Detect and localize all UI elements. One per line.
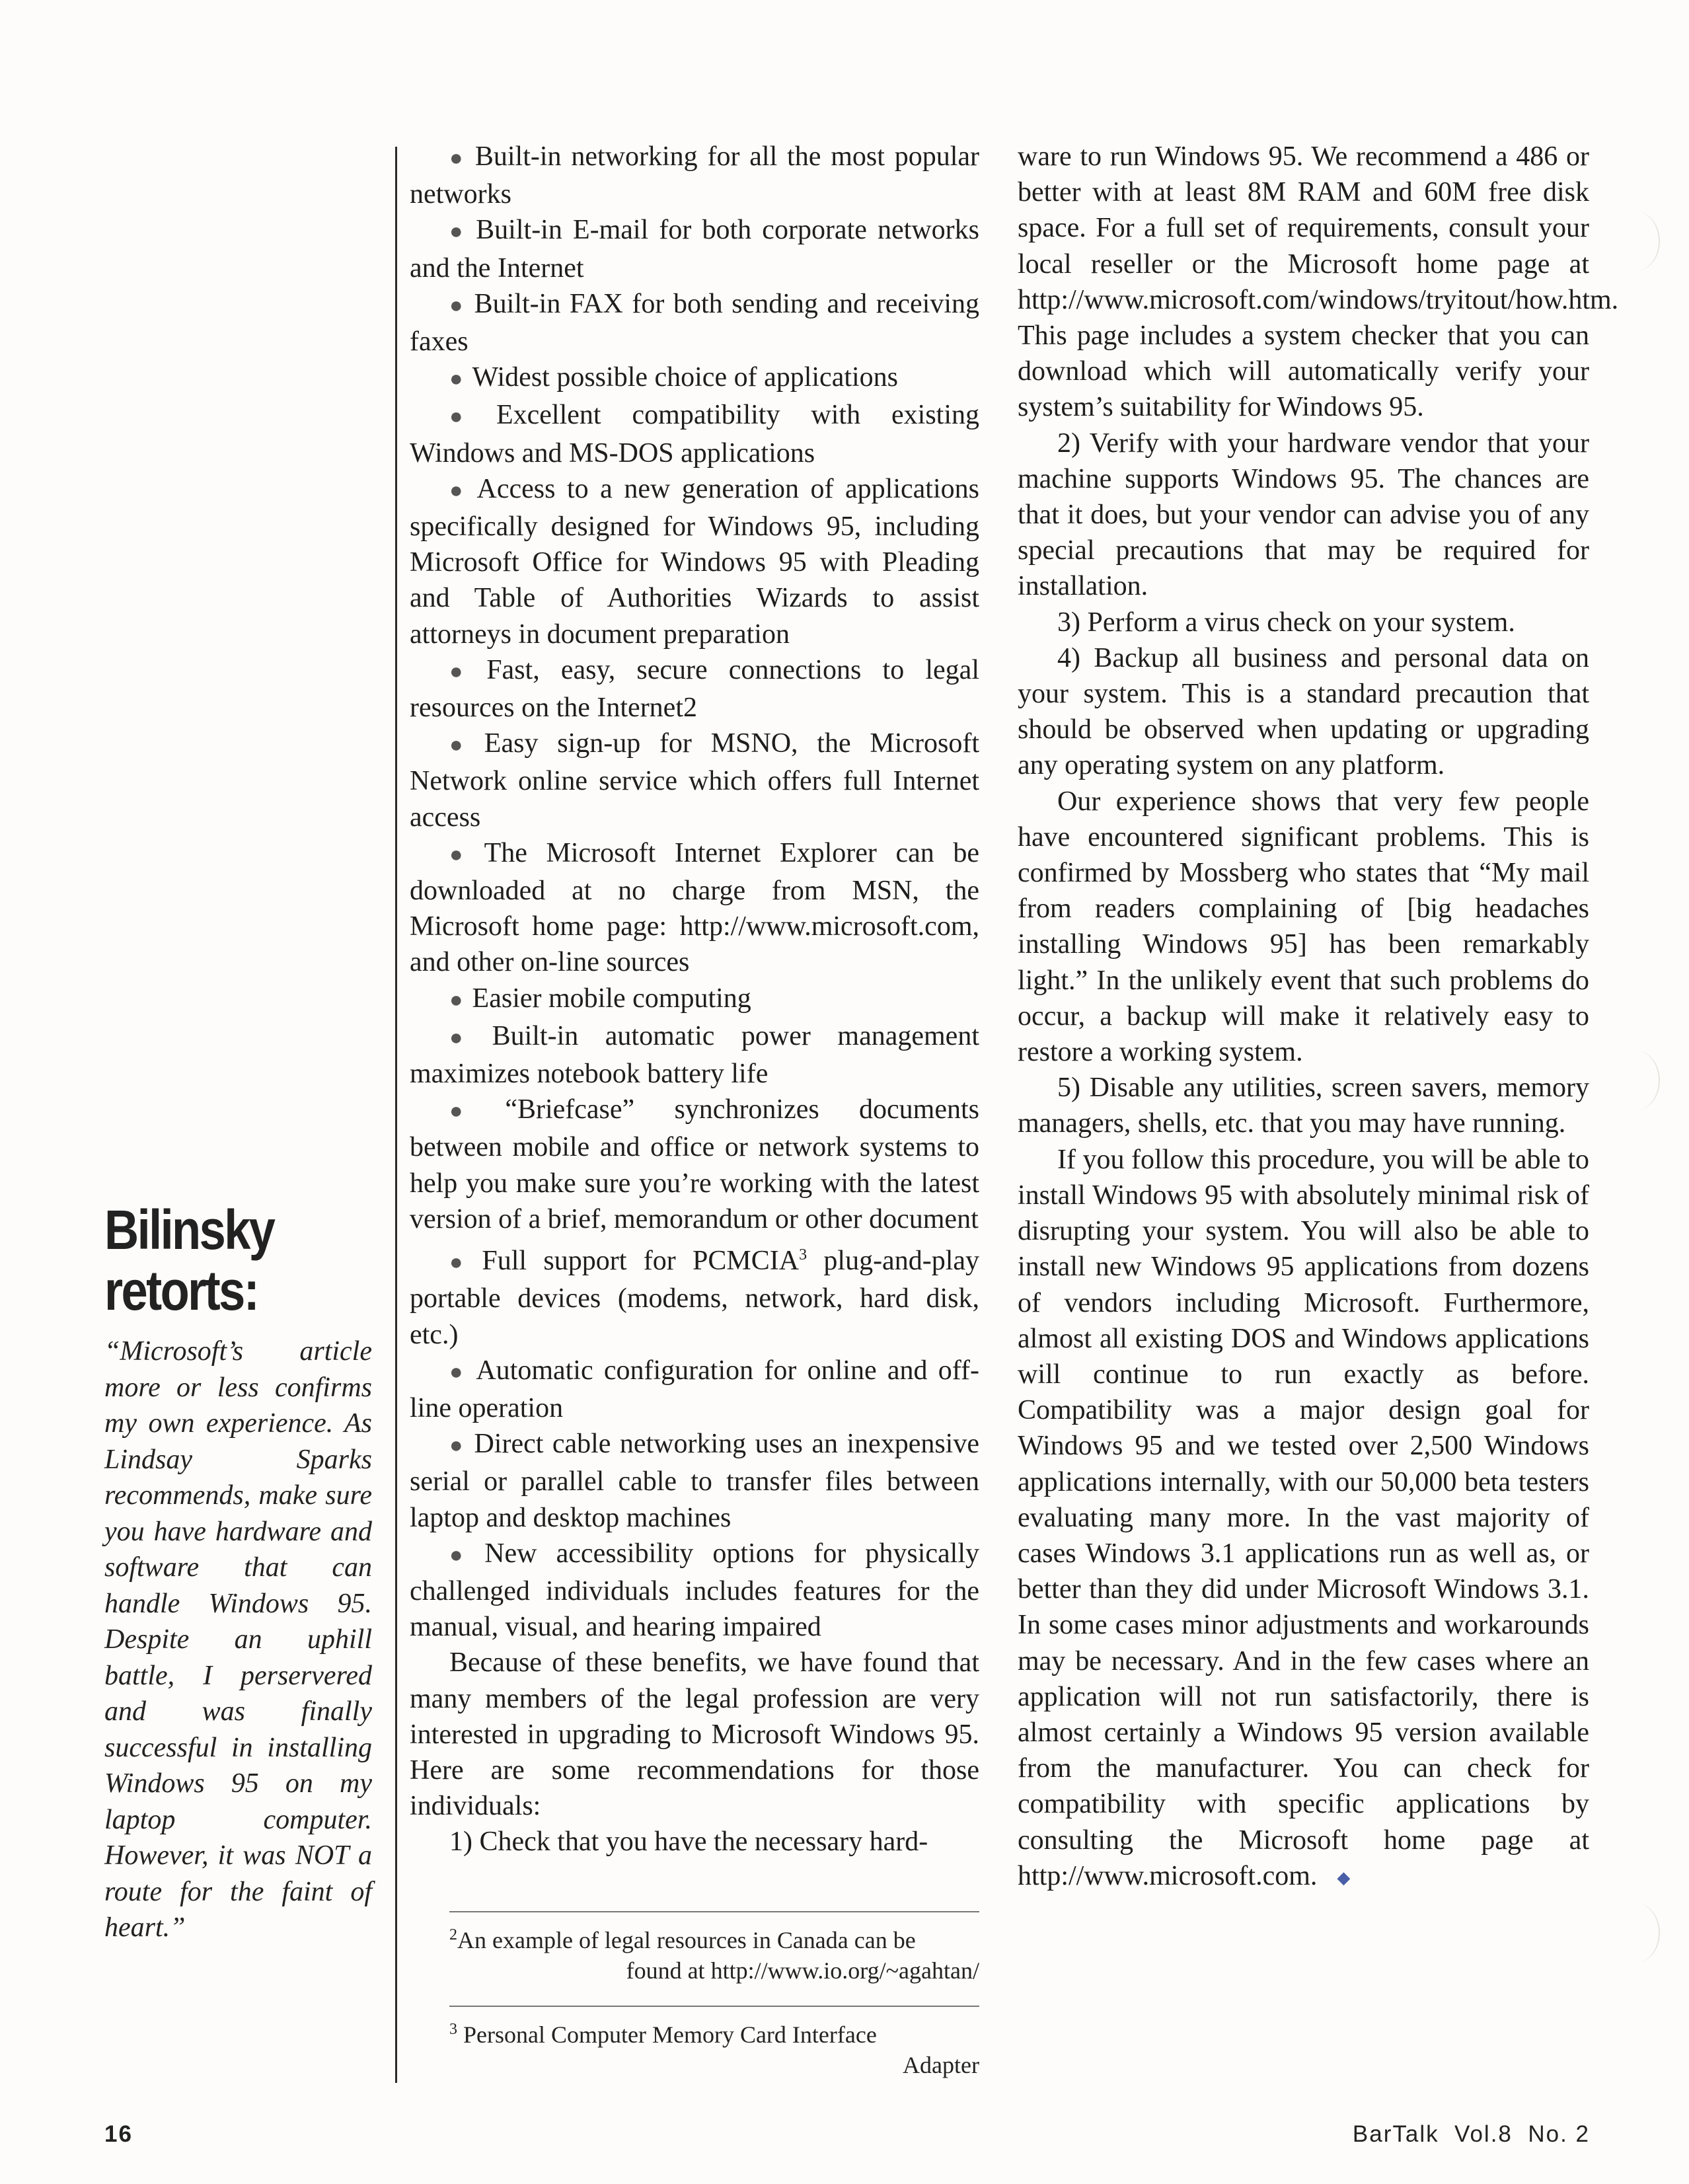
punch-hole-shadow <box>1612 211 1660 271</box>
bullet-icon: ● <box>449 293 465 318</box>
punch-hole-shadow <box>1612 1903 1660 1963</box>
bullet-item: ● New accessibility options for physically challenged individuals includes features for the manual, visual, and hearing impaired <box>410 1538 979 1643</box>
bullet-icon: ● <box>449 219 467 245</box>
bullet-icon: ● <box>449 733 475 758</box>
body-paragraph: ware to run Windows 95. We recommend a 486 or better with at least 8M RAM and 60M free disk space. For a full set of requirements, consult your local reseller or the Microsoft home page at http://www.microsoft.com/windows/tryitout/how.htm. This page includes a system checker that you can download which will automatically verify your system’s suitability for Windows 95. <box>1018 141 1619 423</box>
body-paragraph: 2) Verify with your hardware vendor that your machine supports Windows 95. The chances are that it does, but your vendor can advise you of any special precautions that may be required for installation. <box>1018 428 1589 602</box>
bullet-icon: ● <box>449 842 475 867</box>
bullet-item: ● Access to a new generation of applications specifically designed for Windows 95, including Microsoft Office for Windows 95 with Pleading and Table of Authorities Wizards to assist attorneys in document preparation <box>410 473 979 650</box>
bullet-item: ● Built-in automatic power management maximizes notebook battery life <box>410 1020 979 1090</box>
column-divider <box>395 147 397 2083</box>
bullet-item: ● Easy sign-up for MSNO, the Microsoft Network online service which offers full Internet access <box>410 728 979 833</box>
bullet-item: ● Built-in FAX for both sending and receiving faxes <box>410 288 979 358</box>
footnote-3: $^3$ Personal Computer Memory Card Interface Adapter <box>449 2021 979 2078</box>
middle-column <box>410 139 979 1860</box>
body-paragraph: 5) Disable any utilities, screen savers, memory managers, shells, etc. that you may have running. <box>1018 1073 1589 1139</box>
sidebar-heading <box>104 1199 286 1321</box>
body-paragraph: Because of these benefits, we have found that many members of the legal profession are very interested in upgrading to Microsoft Windows 95. Here are some recommendations for those individuals: <box>410 1647 979 1822</box>
body-paragraph-final: If you follow this procedure, you will be able to install Windows 95 with absolutely minimal risk of disrupting your system. You will also be able to install new Windows 95 applications from dozens of vendors including Microsoft. Furthermore, almost all existing DOS and Windows applications will continue to run exactly as before. Compatibility was a major design goal for Windows 95 and we tested over 2,500 Windows applications internally, with our 50,000 beta testers evaluating many more. In the vast majority of cases Windows 3.1 applications run as well as, or better than they did under Microsoft Windows 3.1. In some cases minor adjustments and workarounds may be necessary. And in the few cases where an application will not run satisfactorily, there is almost certainly a Windows 95 version available from the manufacturer. You can check for compatibility with specific applications by consulting the Microsoft home page at http://www.microsoft.com. ◆ <box>1018 1144 1589 1891</box>
bullet-icon: ● <box>449 1542 476 1567</box>
sidebar-heading-line1: Bilinsky <box>104 1199 274 1261</box>
footnote-rule <box>449 2006 979 2007</box>
footnote-ref-3: 3 <box>799 1246 807 1264</box>
bullet-item: ● Fast, easy, secure connections to legal resources on the Internet2 <box>410 654 979 724</box>
bullet-icon: ● <box>449 659 478 684</box>
bullet-item: ● Easier mobile computing <box>449 983 751 1014</box>
bullet-item: ● Built-in E-mail for both corporate networks and the Internet <box>410 215 979 283</box>
bullet-icon: ● <box>449 1433 465 1458</box>
body-paragraph: Our experience shows that very few people have encountered significant problems. This is confirmed by Mossberg who states that “My mail from readers complaining of [big headaches installing Windows 95] has been remarkably light.” In the unlikely event that such problems do occur, a backup will make it relatively easy to restore a working system. <box>1018 786 1589 1068</box>
footnote-2: $^2$An example of legal resources in Canada can be found at http://www.io.org/~agahtan/ <box>449 1926 979 1984</box>
bullet-item: ● “Briefcase” synchronizes documents between mobile and office or network systems to help you make sure you’re working with the latest version of a brief, memorandum or other document <box>410 1094 979 1234</box>
body-paragraph: 3) Perform a virus check on your system. <box>1057 607 1515 638</box>
bullet-icon: ● <box>449 367 463 392</box>
bullet-item: ● The Microsoft Internet Explorer can be downloaded at no charge from MSN, the Microsoft home page: http://www.microsoft.com, and other on-line sources <box>410 837 979 978</box>
bullet-icon: ● <box>449 987 463 1012</box>
bullet-item-pcmcia: ● Full support for PCMCIA$^3$ plug-and-play portable devices (modems, network, hard disk, etc.) <box>410 1246 979 1350</box>
right-column <box>1018 139 1619 1896</box>
body-paragraph: 1) Check that you have the necessary hard- <box>449 1826 928 1858</box>
bullet-item: ● Excellent compatibility with existing Windows and MS-DOS applications <box>410 400 979 469</box>
punch-hole-shadow <box>1612 1051 1660 1110</box>
bullet-item: ● Built-in networking for all the most popular networks <box>410 141 979 210</box>
publication-info: BarTalk Vol.8 No. 2 <box>1352 2121 1590 2147</box>
sidebar-heading-line2: retorts: <box>104 1260 258 1322</box>
bullet-icon: ● <box>449 404 487 430</box>
footnote-mark: 3 <box>449 2021 457 2038</box>
page-number: 16 <box>104 2121 133 2147</box>
bullet-icon: ● <box>449 1099 496 1124</box>
body-paragraph: 4) Backup all business and personal data on your system. This is a standard precaution that should be observed when updating or upgrading any operating system on any platform. <box>1018 642 1589 781</box>
bullet-icon: ● <box>449 146 466 170</box>
footnote-rule <box>449 1911 979 1912</box>
bullet-icon: ● <box>449 1025 483 1050</box>
bullet-icon: ● <box>449 1359 467 1384</box>
bullet-item: ● Direct cable networking uses an inexpensive serial or parallel cable to transfer files between laptop and desktop machines <box>410 1429 979 1533</box>
bullet-icon: ● <box>449 1250 473 1275</box>
footnote-mark: 2 <box>449 1926 457 1943</box>
bullet-icon: ● <box>449 478 468 503</box>
bullet-item: ● Automatic configuration for online and off-line operation <box>410 1355 979 1423</box>
sidebar-quote: “Microsoft’s article more or less confirms my own experience. As Lindsay Sparks recommends, make sure you have hardware and software that can handle Windows 95. Despite an uphill battle, I perservered and was finally successful in installing Windows 95 on my laptop computer. However, it was NOT a route for the faint of heart.” <box>104 1336 372 1943</box>
bullet-item: ● Widest possible choice of applications <box>449 362 899 393</box>
end-mark-icon: ◆ <box>1337 1867 1351 1887</box>
